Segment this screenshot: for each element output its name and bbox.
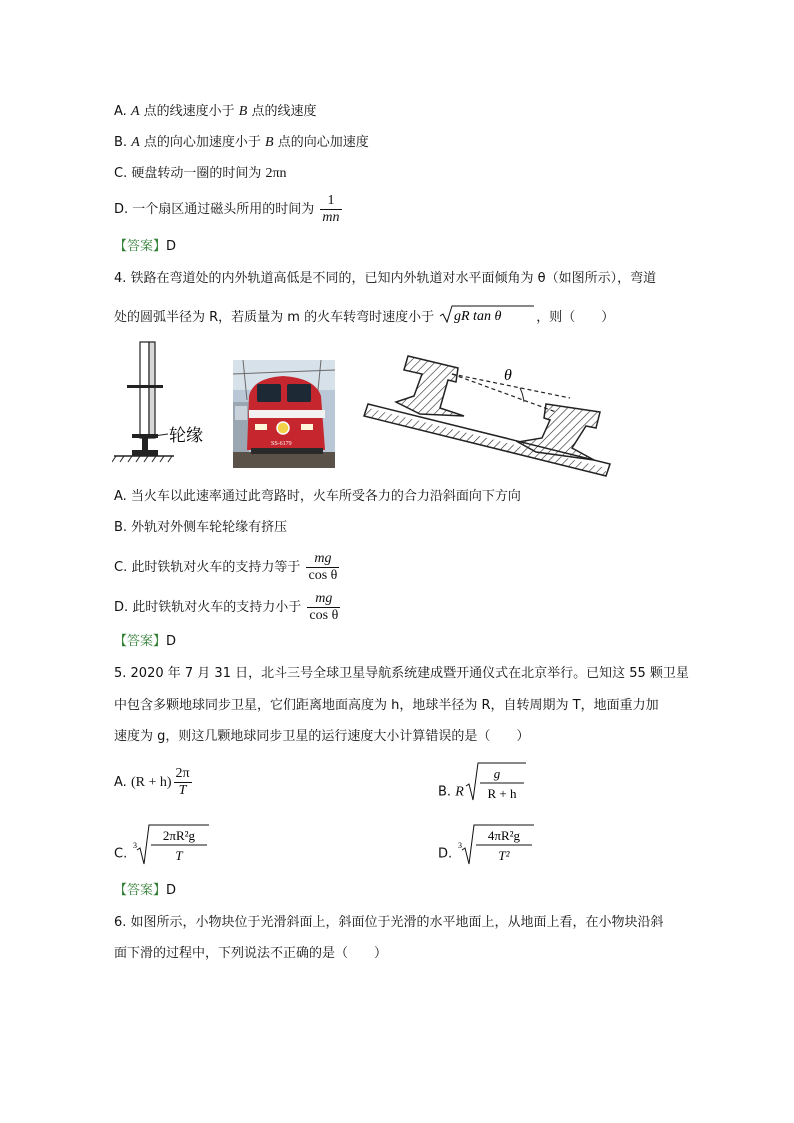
q6-stem-line1: 6. 如图所示，小物块位于光滑斜面上，斜面位于光滑的水平地面上，从地面上看，在小物块沿斜 xyxy=(114,915,664,930)
answer-label: 【答案】 xyxy=(114,634,167,649)
numerator: mg xyxy=(315,591,333,606)
wheel-flange-label: 轮缘 xyxy=(169,426,203,446)
denominator: cos θ xyxy=(309,608,339,623)
option-label: A. xyxy=(114,104,131,119)
wheel-flange-diagram xyxy=(112,338,222,470)
fraction xyxy=(320,193,341,226)
denominator: cos θ xyxy=(308,568,338,583)
fraction xyxy=(174,766,192,799)
denominator: R + h xyxy=(487,786,517,801)
angle-theta-label: θ xyxy=(504,367,512,384)
q5-option-c xyxy=(114,822,211,886)
point-b: B xyxy=(238,104,248,119)
expression: R xyxy=(455,784,464,800)
q5-option-d xyxy=(438,822,536,886)
option-label: A. xyxy=(114,775,131,790)
stem-text: 处的圆弧半径为 R，若质量为 m 的火车转弯时速度小于 xyxy=(114,310,439,325)
q5-stem-line1: 5. 2020 年 7 月 31 日，北斗三号全球卫星导航系统建成暨开通仪式在北京举行。已知这 55 颗卫星 xyxy=(114,666,689,681)
cube-root-symbol xyxy=(131,822,211,866)
numerator: 2π xyxy=(175,766,190,781)
option-text: 点的线速度 xyxy=(247,104,317,119)
q3-option-d xyxy=(114,190,344,230)
option-label: D. xyxy=(438,846,457,862)
q5-option-a xyxy=(114,762,194,804)
answer-label: 【答案】 xyxy=(114,883,167,898)
train-number-plate: SS-6179 xyxy=(271,441,292,447)
numerator: mg xyxy=(314,551,332,566)
q5-option-b xyxy=(438,760,528,824)
answer-label: 【答案】 xyxy=(114,239,167,254)
denominator: T xyxy=(174,782,192,799)
stem-text: ，则（ ） xyxy=(536,310,615,325)
numerator: 1 xyxy=(327,193,335,208)
point-b: B xyxy=(265,135,274,150)
option-text: 点的向心加速度小于 xyxy=(139,135,266,150)
option-text: C. 此时铁轨对火车的支持力等于 xyxy=(114,560,305,575)
option-label: B. xyxy=(114,135,132,150)
denominator: T xyxy=(175,848,183,863)
numerator: 2πR²g xyxy=(163,828,196,843)
option-text: D. 一个扇区通过磁头所用的时间为 xyxy=(114,202,319,217)
point-a: A xyxy=(131,135,140,150)
q5-stem-line3: 速度为 g，则这几颗地球同步卫星的运行速度大小计算错误的是（ ） xyxy=(114,729,530,744)
root-index: 3 xyxy=(458,841,463,850)
answer-value: D xyxy=(166,239,177,254)
root-index: 3 xyxy=(133,841,138,850)
cube-root-expression xyxy=(131,822,211,886)
sqrt-symbol xyxy=(438,303,536,325)
denominator: T² xyxy=(498,848,510,863)
q3-option-c xyxy=(114,164,287,184)
q4-stem-line2 xyxy=(114,303,614,332)
q4-option-d xyxy=(114,588,342,628)
numerator: 4πR²g xyxy=(488,828,521,843)
expression: (R + h) xyxy=(130,775,172,790)
answer-value: D xyxy=(166,883,177,898)
fraction xyxy=(307,591,340,624)
q4-option-a: A. 当火车以此速率通过此弯路时，火车所受各力的合力沿斜面向下方向 xyxy=(114,489,521,504)
banked-track-diagram xyxy=(360,352,618,480)
sqrt-content: gR tan θ xyxy=(454,309,502,324)
option-label: C. xyxy=(114,846,132,862)
q5-answer xyxy=(114,881,176,901)
q6-stem-line2: 面下滑的过程中，下列说法不正确的是（ ） xyxy=(114,946,388,961)
option-text: C. 硬盘转动一圈的时间为 xyxy=(114,166,266,181)
point-a: A xyxy=(130,104,140,119)
train-photo xyxy=(233,360,335,468)
q3-answer xyxy=(114,237,176,257)
option-text: D. 此时铁轨对火车的支持力小于 xyxy=(114,600,306,615)
option-label: B. xyxy=(438,784,456,800)
answer-value: D xyxy=(166,634,177,649)
q3-option-b xyxy=(114,133,369,153)
q5-stem-line2: 中包含多颗地球同步卫星，它们距离地面高度为 h，地球半径为 R，自转周期为 T，地面重力加 xyxy=(114,698,659,713)
numerator: g xyxy=(493,766,500,781)
q4-option-c xyxy=(114,548,341,588)
option-text: 点的向心加速度 xyxy=(273,135,369,150)
q3-option-a xyxy=(114,102,316,122)
option-text: 点的线速度小于 xyxy=(139,104,239,119)
q4-answer xyxy=(114,632,176,652)
expression: 2πn xyxy=(265,166,287,181)
q4-stem-line1: 4. 铁路在弯道处的内外轨道高低是不同的，已知内外轨道对水平面倾角为 θ（如图所示），弯道 xyxy=(114,271,657,286)
sqrt-expression xyxy=(464,760,528,824)
sqrt-expression xyxy=(438,303,536,332)
denominator: mn xyxy=(322,210,340,225)
q4-option-b: B. 外轨对外侧车轮轮缘有挤压 xyxy=(114,520,288,535)
sqrt-symbol xyxy=(464,760,528,804)
cube-root-symbol xyxy=(456,822,536,866)
cube-root-expression xyxy=(456,822,536,886)
fraction xyxy=(306,551,339,584)
